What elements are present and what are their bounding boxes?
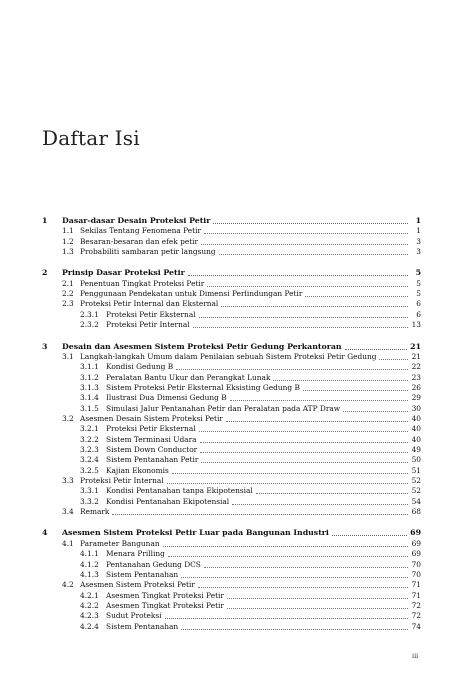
toc-number: 3 [42, 341, 48, 351]
toc-page-number: 70 [411, 569, 421, 579]
toc-row[interactable] [62, 237, 421, 247]
toc-title: Ilustrasi Dua Dimensi Gedung B [106, 393, 227, 403]
toc-number: 4.2 [62, 580, 74, 590]
toc-leader-dots [343, 404, 408, 412]
toc-title: Proteksi Petir Internal [106, 320, 190, 330]
toc-row[interactable] [80, 404, 421, 414]
toc-page-number: 13 [411, 320, 421, 330]
toc-leader-dots [200, 445, 408, 453]
toc-title: Proteksi Petir Internal [80, 476, 164, 486]
toc-leader-dots [199, 310, 408, 318]
toc-leader-dots [332, 528, 407, 536]
toc-title: Sistem Terminasi Udara [106, 434, 197, 444]
toc-page-number: 72 [411, 600, 421, 610]
toc-title: Langkah-langkah Umum dalam Penilaian sebuah Sistem Proteksi Petir Gedung [80, 351, 377, 361]
toc-leader-dots [181, 570, 408, 578]
toc-number: 1.3 [62, 247, 74, 257]
toc-row[interactable] [62, 476, 421, 486]
toc-row[interactable] [80, 611, 421, 621]
toc-title: Simulasi Jalur Pentanahan Petir dan Peralatan pada ATP Draw [106, 403, 341, 413]
toc-row[interactable] [62, 299, 421, 309]
toc-number: 3.2.1 [80, 424, 99, 434]
toc-leader-dots [256, 486, 408, 494]
toc-title: Parameter Bangunan [80, 538, 160, 548]
toc-page-number: 74 [411, 621, 421, 631]
toc-number: 3.1.4 [80, 393, 99, 403]
toc-page-number: 54 [411, 496, 421, 506]
toc-row[interactable] [62, 507, 421, 517]
toc-page-number: 5 [416, 278, 421, 288]
toc-leader-dots [227, 601, 408, 609]
toc-title: Menara Prilling [106, 549, 165, 559]
toc-title: Asesmen Tingkat Proteksi Petir [106, 590, 224, 600]
toc-chapter-row[interactable] [42, 342, 421, 352]
toc-page-number: 29 [411, 393, 421, 403]
toc-row[interactable] [80, 435, 421, 445]
toc-row[interactable] [80, 466, 421, 476]
toc-number: 1 [42, 216, 48, 225]
toc-number: 2.2 [62, 289, 74, 299]
toc-row[interactable] [62, 352, 421, 362]
toc-number: 3.1 [62, 351, 74, 361]
toc-row[interactable] [80, 486, 421, 496]
toc-number: 3.3 [62, 476, 74, 486]
toc-leader-dots [273, 373, 408, 381]
toc-title: Sistem Pentanahan [106, 621, 179, 631]
toc-row[interactable] [62, 289, 421, 299]
toc-page-number: 52 [411, 486, 421, 496]
toc-page-number: 52 [411, 476, 421, 486]
toc-number: 2.3.1 [80, 309, 99, 319]
toc-row[interactable] [80, 362, 421, 372]
toc-page-number: 71 [411, 580, 421, 590]
toc-leader-dots [163, 539, 408, 547]
toc-row[interactable] [80, 570, 421, 580]
toc-row[interactable] [80, 424, 421, 434]
toc-leader-dots [345, 342, 408, 350]
page-title: Daftar Isi [42, 126, 140, 150]
toc-leader-dots [188, 268, 408, 276]
toc-number: 4.1.1 [80, 549, 99, 559]
toc-leader-dots [172, 466, 408, 474]
toc-number: 4.2.2 [80, 600, 99, 610]
toc-title: Desain dan Asesmen Sistem Proteksi Petir Gedung Perkantoran [62, 341, 342, 351]
toc-title: Sistem Pentanahan Petir [106, 455, 199, 465]
toc-number: 2.3 [62, 299, 74, 309]
toc-leader-dots [221, 299, 408, 307]
toc-title: Prinsip Dasar Proteksi Petir [62, 268, 185, 278]
toc-leader-dots [199, 424, 408, 432]
toc-page-number: 69 [411, 549, 421, 559]
toc-leader-dots [379, 352, 408, 360]
toc-number: 1.1 [62, 226, 74, 236]
toc-row[interactable] [80, 560, 421, 570]
toc-page-number: 40 [411, 424, 421, 434]
toc-number: 2.1 [62, 278, 74, 288]
toc-row[interactable] [62, 279, 421, 289]
toc-row[interactable] [80, 591, 421, 601]
toc-title: Probabiliti sambaran petir langsung [80, 247, 216, 257]
toc-leader-dots [219, 247, 408, 255]
toc-title: Peralatan Bantu Ukur dan Perangkat Lunak [106, 372, 271, 382]
toc-number: 3.2 [62, 413, 74, 423]
toc-title: Asesmen Sistem Proteksi Petir [80, 580, 195, 590]
toc-row[interactable] [80, 622, 421, 632]
toc-row[interactable] [80, 320, 421, 330]
toc-page-number: 70 [411, 559, 421, 569]
toc-number: 4 [42, 528, 48, 538]
toc-leader-dots [165, 611, 408, 619]
toc-title: Penentuan Tingkat Proteksi Petir [80, 278, 205, 288]
toc-number: 4.2.4 [80, 621, 99, 631]
toc-page-number: 5 [415, 268, 421, 278]
toc-title: Remark [80, 507, 110, 517]
toc-page-number: 30 [411, 403, 421, 413]
toc-leader-dots [213, 216, 408, 224]
toc-leader-dots [168, 549, 408, 557]
toc-number: 3.1.2 [80, 372, 99, 382]
toc-number: 3.2.2 [80, 434, 99, 444]
toc-leader-dots [227, 591, 408, 599]
toc-page-number: 68 [411, 507, 421, 517]
toc-page-number: 5 [416, 289, 421, 299]
toc-row[interactable] [80, 373, 421, 383]
toc-row[interactable] [80, 310, 421, 320]
toc-leader-dots [167, 476, 408, 484]
toc-page-number: 71 [411, 590, 421, 600]
toc-page-number: 1 [415, 216, 421, 225]
toc-page-number: 21 [411, 351, 421, 361]
toc-title: Penggunaan Pendekatan untuk Dimensi Perlindungan Petir [80, 289, 303, 299]
toc-title: Besaran-besaran dan efek petir [80, 236, 199, 246]
toc-page-number: 3 [416, 247, 421, 257]
toc-page-number: 26 [411, 382, 421, 392]
toc-page-number: 40 [411, 434, 421, 444]
toc-chapter-row[interactable] [42, 216, 421, 226]
toc-leader-dots [226, 414, 408, 422]
toc-page-number: 3 [416, 236, 421, 246]
toc-page-number: 72 [411, 611, 421, 621]
toc-number: 2 [42, 268, 48, 278]
toc-row[interactable] [80, 383, 421, 393]
toc-leader-dots [181, 622, 408, 630]
toc-title: Sudut Proteksi [106, 611, 162, 621]
toc-leader-dots [193, 320, 408, 328]
toc-leader-dots [112, 507, 408, 515]
toc-page-number: 69 [411, 538, 421, 548]
page-number: iii [412, 652, 419, 660]
toc-row[interactable] [62, 414, 421, 424]
toc-page-number: 40 [411, 413, 421, 423]
toc-title: Sistem Down Conductor [106, 445, 198, 454]
toc-title: Sistem Pentanahan [106, 569, 179, 579]
toc-number: 4.1.3 [80, 569, 99, 579]
toc-title: Proteksi Petir Eksternal [106, 309, 196, 319]
toc-leader-dots [303, 383, 408, 391]
toc-number: 1.2 [62, 236, 74, 246]
toc-title: Asesmen Tingkat Proteksi Petir [106, 600, 224, 610]
toc-number: 4.2.1 [80, 590, 99, 600]
toc-leader-dots [232, 497, 408, 505]
toc-leader-dots [204, 560, 408, 568]
toc-number: 4.2.3 [80, 611, 99, 621]
toc-page-number: 50 [411, 455, 421, 465]
toc-title: Sistem Proteksi Petir Eksternal Eksisting Gedung B [106, 382, 300, 392]
toc-leader-dots [207, 279, 408, 287]
toc-leader-dots [201, 455, 408, 463]
toc-title: Dasar-dasar Desain Proteksi Petir [62, 216, 211, 225]
toc-title: Kajian Ekonomis [106, 465, 169, 475]
toc-page-number: 21 [410, 341, 421, 351]
toc-row[interactable] [62, 247, 421, 257]
toc-title: Kondisi Gedung B [106, 362, 174, 372]
toc-page-number: 6 [416, 299, 421, 309]
toc-title: Asesmen Desain Sistem Proteksi Petir [80, 413, 223, 423]
toc-number: 3.2.4 [80, 455, 99, 465]
toc-number: 3.1.3 [80, 382, 99, 392]
toc-page-number: 69 [410, 528, 421, 538]
toc-chapter-row[interactable] [42, 268, 421, 278]
toc-row[interactable] [62, 580, 421, 590]
toc-number: 2.3.2 [80, 320, 99, 330]
toc-number: 3.1.1 [80, 362, 99, 372]
toc-leader-dots [201, 237, 408, 245]
toc-page-number: 23 [411, 372, 421, 382]
toc-number: 3.2.5 [80, 465, 99, 475]
toc-title: Asesmen Sistem Proteksi Petir Luar pada Bangunan Industri [62, 528, 329, 538]
toc-number: 3.1.5 [80, 403, 99, 413]
toc-title: Sekilas Tentang Fenomena Petir [80, 226, 201, 236]
toc-row[interactable] [80, 549, 421, 559]
toc-row[interactable] [62, 539, 421, 549]
toc-title: Proteksi Petir Eksternal [106, 424, 196, 434]
toc-number: 3.3.2 [80, 496, 99, 506]
toc-leader-dots [200, 435, 408, 443]
toc-number: 4.1 [62, 538, 74, 548]
toc-leader-dots [198, 580, 408, 588]
toc-row[interactable] [80, 497, 421, 507]
toc-page-number: 1 [416, 226, 421, 236]
toc-page-number: 51 [411, 465, 421, 475]
toc-leader-dots [204, 226, 408, 234]
toc-number: 3.2.3 [80, 445, 99, 454]
toc-row[interactable] [80, 601, 421, 611]
toc-page-number: 22 [411, 362, 421, 372]
toc-number: 3.4 [62, 507, 74, 517]
toc-leader-dots [230, 393, 408, 401]
toc-title: Kondisi Pentanahan Ekipotensial [106, 496, 230, 506]
toc-number: 4.1.2 [80, 559, 99, 569]
toc-row[interactable] [80, 445, 421, 455]
toc-row[interactable] [62, 226, 421, 236]
toc-title: Pentanahan Gedung DCS [106, 559, 201, 569]
toc-title: Proteksi Petir Internal dan Eksternal [80, 299, 219, 309]
toc-row[interactable] [80, 455, 421, 465]
toc-title: Kondisi Pentanahan tanpa Ekipotensial [106, 486, 253, 496]
toc-page-number: 6 [416, 309, 421, 319]
toc-chapter-row[interactable] [42, 528, 421, 538]
toc-page-number: 49 [411, 445, 421, 454]
toc-row[interactable] [80, 393, 421, 403]
toc-leader-dots [176, 362, 408, 370]
toc-number: 3.3.1 [80, 486, 99, 496]
toc-leader-dots [305, 289, 408, 297]
